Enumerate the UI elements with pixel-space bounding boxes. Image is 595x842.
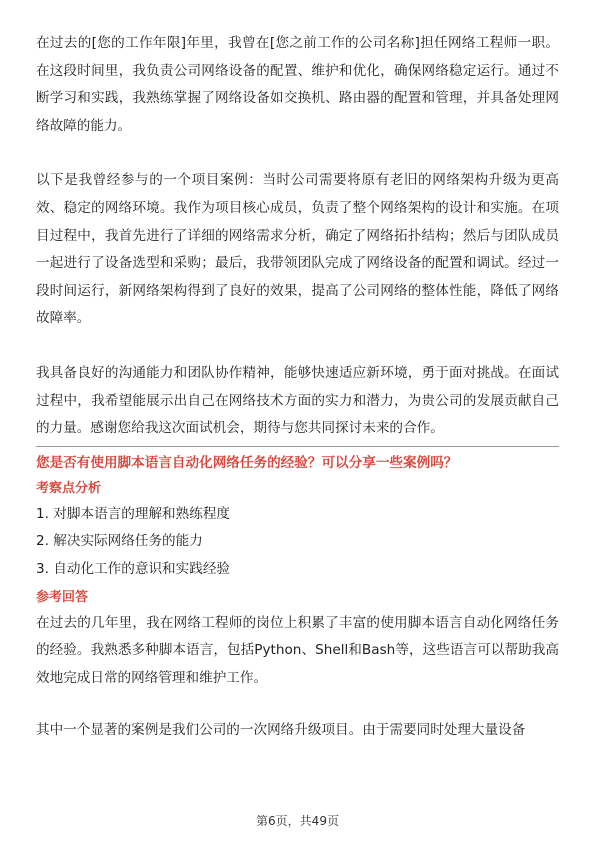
page-number: 第6页，共49页 — [256, 814, 339, 828]
analysis-item: 1. 对脚本语言的理解和熟练程度 — [36, 505, 231, 522]
analysis-title: 考察点分析 — [36, 480, 102, 496]
analysis-item: 3. 自动化工作的意识和实践经验 — [36, 560, 231, 577]
intro-paragraph: 以下是我曾经参与的一个项目案例：当时公司需要将原有老旧的网络架构升级为更高效、稳定的网络环境。我作为项目核心成员，负责了整个网络架构的设计和实施。在项目过程中，我首先进行了详细的网络需求分析，确定了网络拓扑结构；然后与团队成员一起进行了设备选型和采购；最后，我带领团队完成了网络设备的配置和调试。经过一段时间运行，新网络架构得到了良好的效果，提高了公司网络的整体性能，降低了网络故障率。 — [36, 172, 559, 327]
analysis-list — [36, 501, 559, 584]
paragraph-gap — [36, 692, 559, 717]
page-content — [36, 30, 559, 745]
analysis-item: 2. 解决实际网络任务的能力 — [36, 533, 203, 550]
intro-paragraph: 我具备良好的沟通能力和团队协作精神，能够快速适应新环境，勇于面对挑战。在面试过程中，我希望能展示出自己在网络技术方面的实力和潜力，为贵公司的发展贡献自己的力量。感谢您给我这次面试机会，期待与您共同探讨未来的合作。 — [36, 364, 559, 437]
section-divider — [36, 446, 559, 447]
reference-paragraph: 在过去的几年里，我在网络工程师的岗位上积累了丰富的使用脚本语言自动化网络任务的经验。我熟悉多种脚本语言，包括Python、Shell和Bash等，这些语言可以帮助我高效地完成日常的网络管理和维护工作。 — [36, 614, 559, 686]
reference-paragraph: 其中一个显著的案例是我们公司的一次网络升级项目。由于需要同时处理大量设备 — [36, 722, 526, 739]
intro-paragraph: 在过去的[您的工作年限]年里，我曾在[您之前工作的公司名称]担任网络工程师一职。在这段时间里，我负责公司网络设备的配置、维护和优化，确保网络稳定运行。通过不断学习和实践，我熟练掌握了网络设备如交换机、路由器的配置和管理，并具备处理网络故障的能力。 — [36, 35, 559, 134]
interview-question: 您是否有使用脚本语言自动化网络任务的经验？可以分享一些案例吗？ — [36, 454, 458, 471]
paragraph-gap — [36, 333, 559, 360]
reference-title: 参考回答 — [36, 589, 89, 605]
paragraph-gap — [36, 140, 559, 167]
